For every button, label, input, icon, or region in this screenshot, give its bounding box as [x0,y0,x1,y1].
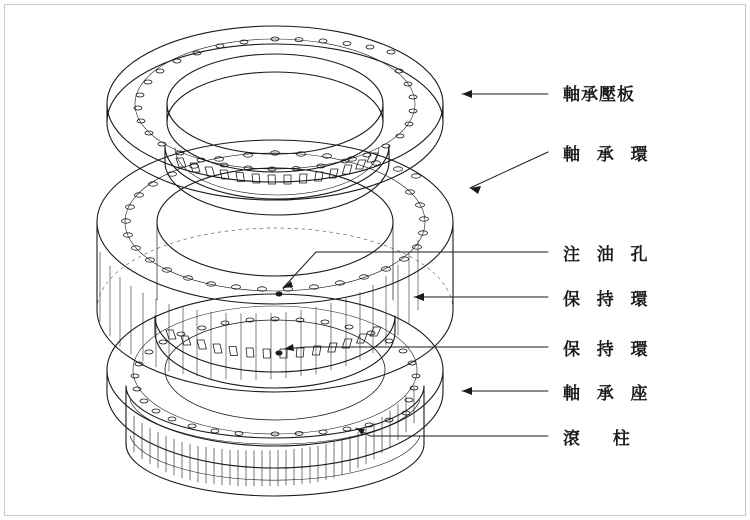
callout-label-oil-injection-hole: 注 油 孔 [563,245,654,264]
callout-label-bearing-seat: 軸 承 座 [563,384,654,403]
callout-label-retaining-ring-1: 保 持 環 [563,290,654,309]
part-bearing-seat [107,294,443,468]
callout-label-retaining-ring-2: 保 持 環 [563,340,654,359]
callout-label-bearing-ring: 軸 承 環 [563,145,654,164]
callout-label-roller: 滾 柱 [563,429,644,448]
oil-hole-markers [276,292,282,355]
part-retaining-ring-lower [155,316,395,388]
part-bearing-pressure-plate [107,26,443,200]
callout-label-bearing-pressure-plate: 軸承壓板 [563,85,635,104]
part-roller-band [126,386,424,496]
